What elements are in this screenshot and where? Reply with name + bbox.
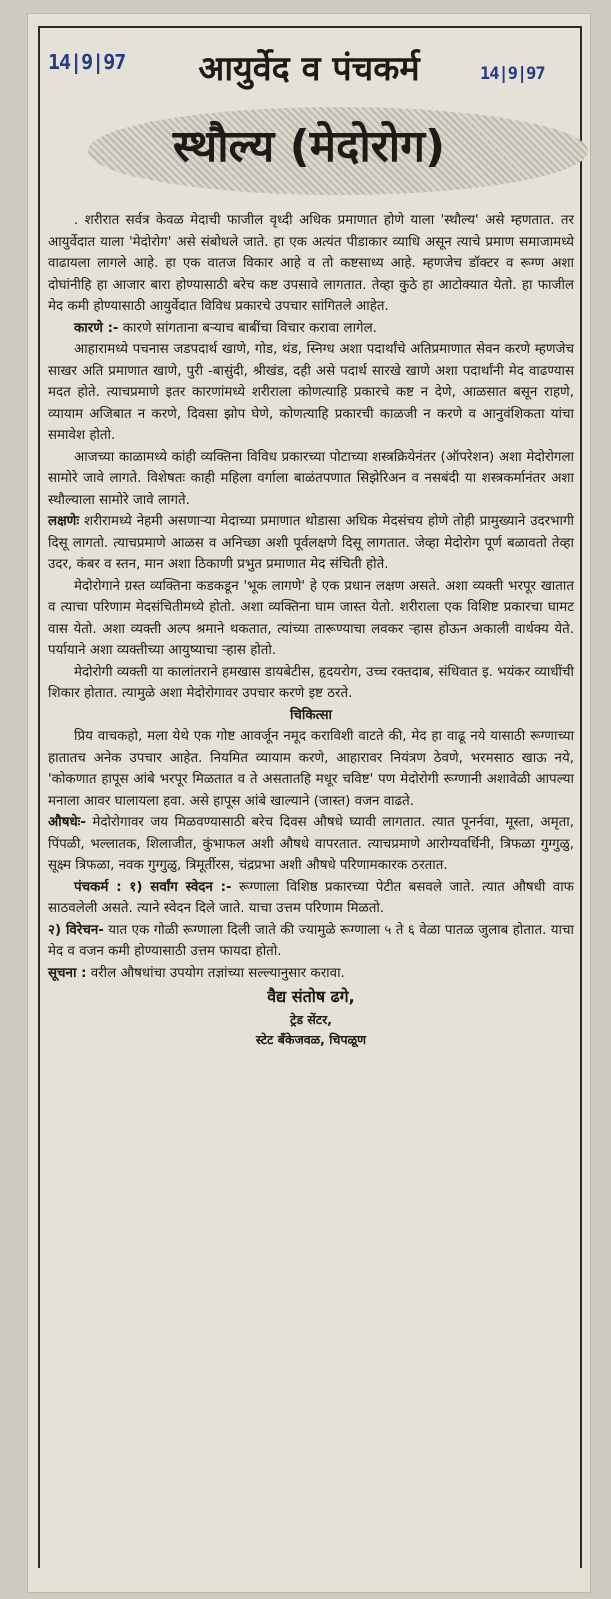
medicine-label: औषधेः- [48, 815, 86, 830]
virechan-paragraph [48, 920, 574, 963]
note-label: सूचना : [48, 965, 87, 981]
causes-paragraph-3: आजच्या काळामध्ये कांही व्यक्तिना विविध प्रकारच्या पोटाच्या शस्त्रक्रियेनंतर (ऑपरेशन) अशा मेदोरोगला सामोरे जावे लागते. विशेषतः काही महिला वर्गाला बाळंतपणात सिझेरिअन व नसबंदी या शस्त्रकर्मानंतर अशा स्थौल्याला सामोरे जावे लागते. [48, 449, 574, 508]
causes-paragraph [48, 318, 574, 340]
panchakarma-label: पंचकर्म : १) सर्वांग स्वेदन :- [74, 879, 232, 895]
note-text: वरील औषधांचा उपयोग तज्ञांच्या सल्ल्यानुसार करावा. [86, 965, 345, 981]
article-body [48, 210, 574, 1050]
causes-label: कारणे :- [74, 320, 119, 336]
symptoms-label: लक्षणेः [48, 514, 80, 529]
panchakarma-text: रूग्णाला विशिष्ठ प्रकारच्या पेटीत बसवले जाते. त्यात औषधी वाफ साठवलेली असते. त्याने स्वेदन दिले जाते. याचा उत्तम परिणाम मिळतो. [48, 879, 575, 916]
author-name: वैद्य संतोष ढगे, [267, 987, 355, 1006]
treatment-heading: चिकित्सा [289, 707, 333, 723]
address-line-2: स्टेट बॅंकेजवळ, चिपळूण [255, 1032, 367, 1047]
address-line-1: ट्रेड सेंटर, [290, 1012, 332, 1027]
panchakarma-paragraph [48, 877, 574, 920]
symptoms-text: शरीरामध्ये नेहमी असणाऱ्या मेदाच्या प्रमाणात थोडासा अधिक मेदसंचय होणे तोही प्रामुख्याने उदरभागी दिसू लागतो. त्याचप्रमाणे आळस व अनिच्छा अशी पूर्वलक्षणे दिसू लागतात. जेव्हा मेदोरोग पूर्ण बळावतो तेव्हा उदर, कंबर व स्तन, मान अशा ठिकाणी प्रभुत प्रमाणात मेद संचिती होते. [48, 514, 574, 572]
symptoms-paragraph-3: मेदोरोगी व्यक्ती या कालांतराने हमखास डायबेटीस, हृदयरोग, उच्च रक्तदाब, संधिवात इ. भयंकर व्याधींची शिकार होतात. त्यामुळे अशा मेदोरोगावर उपचार करणे इष्ट ठरते. [48, 664, 574, 701]
handwritten-date-right: 14|9|97 [480, 64, 545, 84]
causes-text: कारणे सांगताना बऱ्याच बाबींचा विचार करावा लागेल. [118, 320, 377, 336]
virechan-label: २) विरेचन- [48, 922, 104, 938]
symptoms-paragraph-2: मेदोरोगाने ग्रस्त व्यक्तिना कडकडून 'भूक लागणे' हे एक प्रधान लक्षण असते. अशा व्यक्ती भरपूर खातात व त्याचा परिणाम मेदसंचितीमध्ये होतो. अशा व्यक्तिना घाम जास्त येतो. शरीराला एक विशिष्ट प्रकारचा घामट वास येतो. अशा व्यक्ती अल्प श्रमाने थकतात, त्यांच्या तारूण्याचा लवकर ऱ्हास होऊन अकाली वार्धक्य येते. पर्यायाने अशा व्यक्तीच्या आयुष्याचा ऱ्हास होतो. [48, 578, 574, 658]
column-title: आयुर्वेद व पंचकर्म [198, 49, 420, 89]
treatment-paragraph: प्रिय वाचकहो, मला येथे एक गोष्ट आवर्जून नमूद कराविशी वाटते की, मेद हा वाढू नये यासाठी रूग्णाच्या हातातच अनेक उपचार आहेत. नियमित व्यायाम करणे, आहारावर नियंत्रण ठेवणे, भरमसाठ खाऊ नये, 'कोकणात हापूस आंबे भरपूर मिळतात व ते असतातहि मधूर चविष्ट' पण मेदोरोगी रूग्णानी अशावेळी आपल्या मनाला आवर घालायला हवा. असे हापूस आंबे खाल्याने (जास्त) वजन वाढते. [48, 729, 574, 809]
medicine-text: मेदोरोगावर जय मिळवण्यासाठी बरेच दिवस औषधे घ्यावी लागतात. त्यात पूनर्नवा, मूस्ता, अमृता, पिंपळी, भल्लातक, शिलाजीत, कुंभाफल अशी औषधे वापरतात. त्याचप्रमाणे आरोग्यवर्धिनी, त्रिफळा गुग्गुळु, सूक्ष्म त्रिफळा, नवक गुग्गुळु, त्रिमूर्तीरस, चंद्रप्रभा अशी औषधे परिणामकारक ठरतात. [48, 815, 574, 873]
newspaper-clipping [28, 14, 590, 1592]
symptoms-paragraph [48, 511, 574, 576]
handwritten-date-left: 14|9|97 [48, 50, 126, 74]
note-paragraph [48, 963, 574, 985]
article-title: स्थौल्य (मेदोरोग) [172, 121, 446, 172]
virechan-text: यात एक गोळी रूग्णाला दिली जाते की ज्यामुळे रूग्णाला ५ ते ६ वेळा पातळ जुलाब होतात. याचा मेद व वजन कमी होण्यासाठी उत्तम फायदा होतो. [48, 922, 574, 959]
intro-paragraph: . शरीरात सर्वत्र केवळ मेदाची फाजील वृध्दी अधिक प्रमाणात होणे याला 'स्थौल्य' असे म्हणतात. तर आयुर्वेदात याला 'मेदोरोग' असे संबोधले जाते. हा एक अत्यंत पीडाकार व्याधि असून त्याचे प्रमाण समाजामध्ये वाढायला लागले आहे. हा एक वातज विकार आहे व तो कष्टसाध्य आहे. म्हणजेच डॉक्टर व रूग्ण अशा दोघांनीहि हा आजार बारा होण्यासाठी बरेच कष्ट उपसावे लागतात. तेव्हा कुठे हा आटोक्यात येतो. हा फाजील मेद कमी होण्यासाठी आयुर्वेदात विविध प्रकारचे उपचार सांगितले आहेत. [48, 213, 574, 314]
medicine-paragraph [48, 812, 574, 877]
causes-paragraph-2: आहारामध्ये पचनास जडपदार्थ खाणे, गोड, थंड, स्निग्ध अशा पदार्थांचे अतिप्रमाणात सेवन करणे म्हणजेच साखर अति प्रमाणात खाणे, पुरी -बासुंदी, श्रीखंड, दही असे पदार्थ सारखे खाणे अशा पदार्थांनी मेद वाढण्यास मदत होते. त्याचप्रमाणे इतर कारणांमध्ये शरीराला कोणत्याहि प्रकारचे कष्ट न देणे, आळसात बसून राहणे, व्यायाम अजिबात न करणे, दिवसा झोप घेणे, कोणत्याहि प्रकारची काळजी न करणे व आनुवंशिकता यांचा समावेश होतो. [48, 342, 574, 443]
